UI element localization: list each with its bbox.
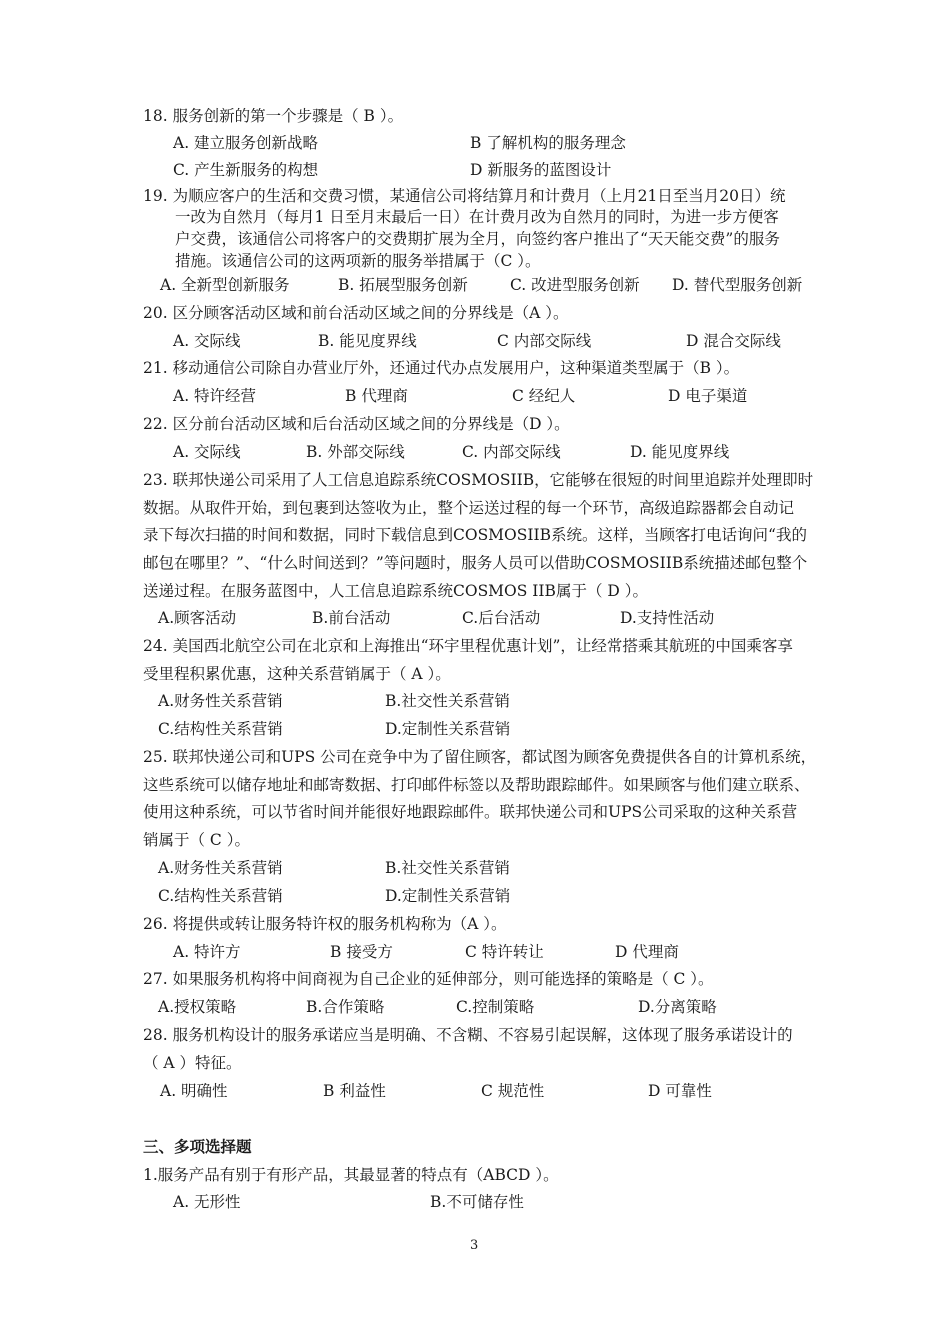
q23-line-5: 送递过程。在服务蓝图中，人工信息追踪系统COSMOS IIB属于（ D ）。 xyxy=(143,582,648,600)
q18-option-a: A. 建立服务创新战略 xyxy=(173,134,319,152)
q19-option-a: A. 全新型创新服务 xyxy=(160,276,290,294)
q28-option-d: D 可靠性 xyxy=(648,1082,712,1100)
s3-q1-stem: 1.服务产品有别于有形产品，其最显著的特点有（ABCD ）。 xyxy=(143,1166,559,1184)
q27-option-b: B.合作策略 xyxy=(306,998,385,1016)
q21-option-c: C 经纪人 xyxy=(512,387,576,405)
q21-option-a: A. 特许经营 xyxy=(173,387,257,405)
q25-line-1: 25. 联邦快递公司和UPS 公司在竞争中为了留住顾客，都试图为顾客免费提供各自的计算机系统， xyxy=(143,748,817,766)
q18-stem: 18. 服务创新的第一个步骤是（ B ）。 xyxy=(143,107,404,125)
q24-line-1: 24. 美国西北航空公司在北京和上海推出“环宇里程优惠计划”，让经常搭乘其航班的中国乘客享 xyxy=(143,637,793,655)
q28-option-c: C 规范性 xyxy=(481,1082,545,1100)
q20-option-c: C 内部交际线 xyxy=(497,332,592,350)
q25-line-4: 销属于（ C ）。 xyxy=(143,831,250,849)
q25-option-a: A.财务性关系营销 xyxy=(158,859,283,877)
q26-option-a: A. 特许方 xyxy=(173,943,241,961)
q27-option-a: A.授权策略 xyxy=(158,998,237,1016)
q19-line-2: 一改为自然月（每月1 日至月末最后一日）在计费月改为自然月的同时，为进一步方便客 xyxy=(175,208,779,226)
q25-line-3: 使用这种系统，可以节省时间并能很好地跟踪邮件。联邦快递公司和UPS公司采取的这种关系营 xyxy=(143,803,798,821)
q24-option-c: C.结构性关系营销 xyxy=(158,720,283,738)
q19-line-3: 户交费，该通信公司将客户的交费期扩展为全月，向签约客户推出了“天天能交费”的服务 xyxy=(175,230,780,248)
q23-line-2: 数据。从取件开始，到包裹到达签收为止，整个运送过程的每一个环节，高级追踪器都会自动记 xyxy=(143,499,795,517)
q23-option-c: C.后台活动 xyxy=(462,609,541,627)
q25-option-c: C.结构性关系营销 xyxy=(158,887,283,905)
q26-option-c: C 特许转让 xyxy=(465,943,544,961)
q23-option-b: B.前台活动 xyxy=(312,609,391,627)
s3-q1-option-b: B.不可储存性 xyxy=(430,1193,524,1211)
q22-option-a: A. 交际线 xyxy=(173,443,241,461)
q19-line-1: 19. 为顺应客户的生活和交费习惯，某通信公司将结算月和计费月（上月21日至当月20日）统 xyxy=(143,187,786,205)
q18-option-b: B 了解机构的服务理念 xyxy=(470,134,626,152)
q25-option-d: D.定制性关系营销 xyxy=(385,887,511,905)
q18-option-c: C. 产生新服务的构想 xyxy=(173,161,319,179)
page-number: 3 xyxy=(470,1238,479,1253)
q20-option-a: A. 交际线 xyxy=(173,332,241,350)
q24-option-b: B.社交性关系营销 xyxy=(385,692,510,710)
q20-option-d: D 混合交际线 xyxy=(686,332,781,350)
q26-option-b: B 接受方 xyxy=(330,943,393,961)
s3-q1-option-a: A. 无形性 xyxy=(173,1193,241,1211)
q25-line-2: 这些系统可以储存地址和邮寄数据、打印邮件标签以及帮助跟踪邮件。如果顾客与他们建立联系、 xyxy=(143,776,810,794)
q28-line-2: （ A ）特征。 xyxy=(143,1054,242,1072)
q28-option-b: B 利益性 xyxy=(323,1082,386,1100)
q23-option-d: D.支持性活动 xyxy=(620,609,715,627)
q19-line-4: 措施。该通信公司的这两项新的服务举措属于（C ）。 xyxy=(175,252,541,270)
q22-option-b: B. 外部交际线 xyxy=(306,443,405,461)
section-heading: 三、多项选择题 xyxy=(143,1137,252,1156)
q19-option-c: C. 改进型服务创新 xyxy=(510,276,640,294)
q21-stem: 21. 移动通信公司除自办营业厅外，还通过代办点发展用户，这种渠道类型属于（B ）。 xyxy=(143,359,740,377)
q27-stem: 27. 如果服务机构将中间商视为自己企业的延伸部分，则可能选择的策略是（ C ）。 xyxy=(143,970,714,988)
q28-option-a: A. 明确性 xyxy=(160,1082,228,1100)
q24-option-a: A.财务性关系营销 xyxy=(158,692,283,710)
q27-option-d: D.分离策略 xyxy=(638,998,717,1016)
q23-line-1: 23. 联邦快递公司采用了人工信息追踪系统COSMOSIIB，它能够在很短的时间里追踪并处理即时 xyxy=(143,471,814,489)
q27-option-c: C.控制策略 xyxy=(456,998,535,1016)
q19-option-b: B. 拓展型服务创新 xyxy=(338,276,468,294)
q21-option-d: D 电子渠道 xyxy=(668,387,748,405)
q26-option-d: D 代理商 xyxy=(615,943,679,961)
q23-line-3: 录下每次扫描的时间和数据，同时下载信息到COSMOSIIB系统。这样，当顾客打电话询问“我的 xyxy=(143,526,807,544)
q21-option-b: B 代理商 xyxy=(345,387,408,405)
q19-option-d: D. 替代型服务创新 xyxy=(672,276,803,294)
q24-line-2: 受里程积累优惠，这种关系营销属于（ A ）。 xyxy=(143,665,451,683)
q20-stem: 20. 区分顾客活动区域和前台活动区域之间的分界线是（A ）。 xyxy=(143,304,569,322)
q22-option-d: D. 能见度界线 xyxy=(630,443,730,461)
q22-stem: 22. 区分前台活动区域和后台活动区域之间的分界线是（D ）。 xyxy=(143,415,570,433)
q25-option-b: B.社交性关系营销 xyxy=(385,859,510,877)
q22-option-c: C. 内部交际线 xyxy=(462,443,561,461)
q23-line-4: 邮包在哪里？”、“什么时间送到？”等问题时，服务人员可以借助COSMOSIIB系统描述邮包整个 xyxy=(143,554,808,572)
q23-option-a: A.顾客活动 xyxy=(158,609,237,627)
q26-stem: 26. 将提供或转让服务特许权的服务机构称为（A ）。 xyxy=(143,915,507,933)
q28-line-1: 28. 服务机构设计的服务承诺应当是明确、不含糊、不容易引起误解，这体现了服务承诺设计的 xyxy=(143,1026,793,1044)
q18-option-d: D 新服务的蓝图设计 xyxy=(470,161,612,179)
q24-option-d: D.定制性关系营销 xyxy=(385,720,511,738)
q20-option-b: B. 能见度界线 xyxy=(318,332,417,350)
